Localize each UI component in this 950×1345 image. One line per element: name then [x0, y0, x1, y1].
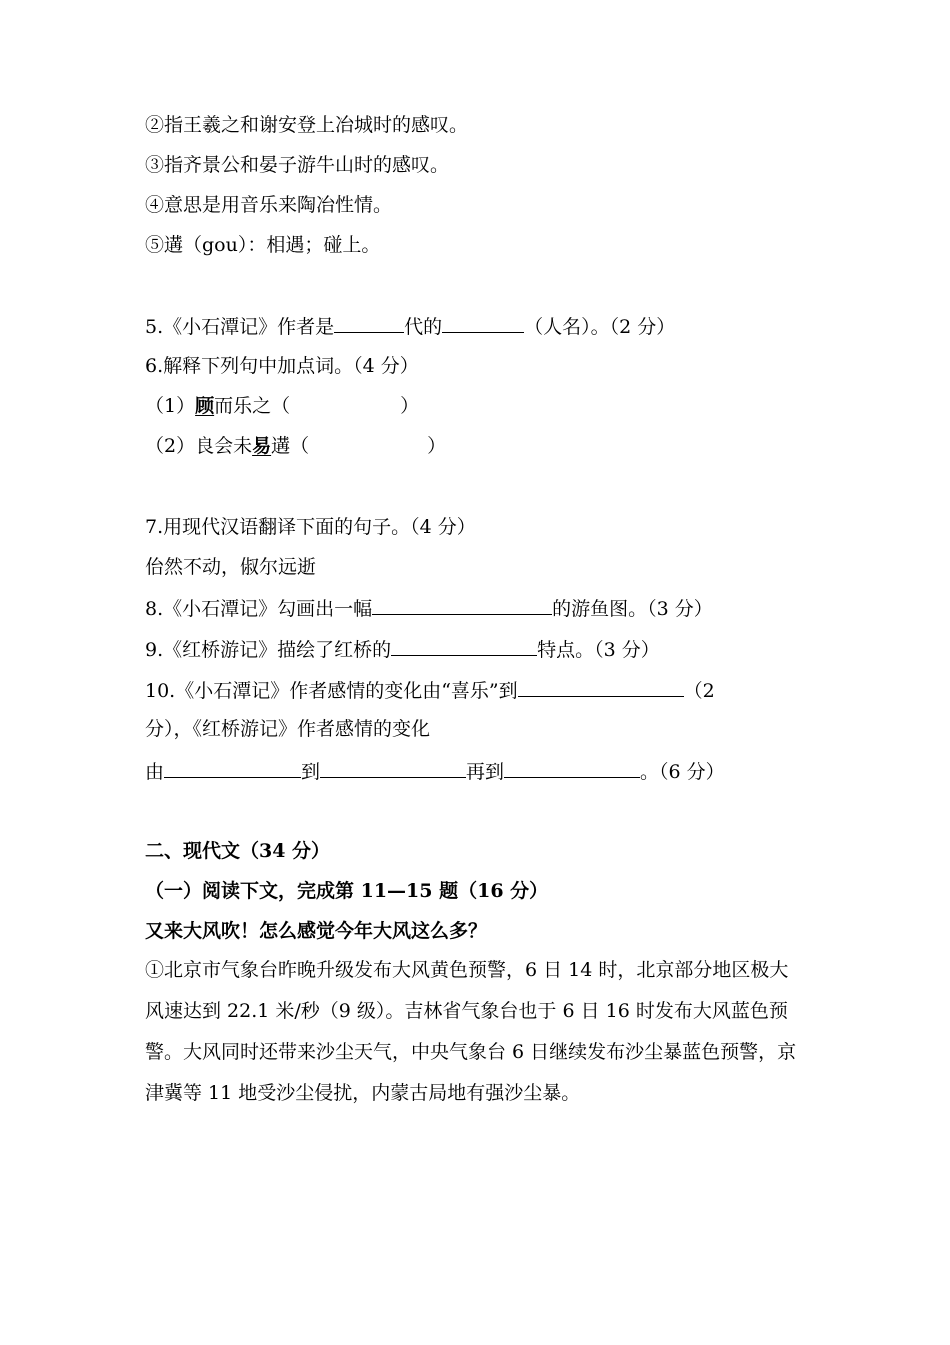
q6-item2-text: 遘（: [271, 435, 310, 457]
q10-line3-post: 。（6 分）: [640, 761, 725, 783]
note-3: ③指齐景公和晏子游牛山时的感叹。: [145, 154, 450, 176]
q8-text-post: 的游鱼图。（3 分）: [552, 598, 713, 620]
q6-item1-close: ）: [400, 395, 420, 417]
question-6-item-1: [145, 394, 419, 418]
q6-item1-dotted-word: 顾: [195, 395, 215, 417]
q10-line3-mid1: 到: [301, 761, 321, 783]
question-6-title: 6.解释下列句中加点词。（4 分）: [145, 355, 419, 377]
q5-text-post: （人名）。（2 分）: [524, 316, 676, 338]
q6-item2-close: ）: [427, 435, 447, 457]
article-title: 又来大风吹！怎么感觉今年大风这么多？: [145, 920, 488, 942]
question-7-sentence: 佁然不动，俶尔远逝: [145, 556, 317, 578]
question-5: [145, 313, 675, 339]
q5-blank-author[interactable]: [442, 313, 524, 333]
q5-text-mid: 代的: [404, 316, 443, 338]
q10-text-post: （2: [683, 680, 715, 702]
question-7-title: 7.用现代汉语翻译下面的句子。（4 分）: [145, 516, 476, 538]
question-9: [145, 636, 660, 662]
q10-line3-mid2: 再到: [466, 761, 505, 783]
note-2: ②指王羲之和谢安登上冶城时的感叹。: [145, 114, 469, 136]
q9-blank[interactable]: [391, 636, 537, 656]
article-paragraph-1: ①北京市气象台昨晚升级发布大风黄色预警，6 日 14 时，北京部分地区极大风速达到 22.1 米/秒（9 级）。吉林省气象台也于 6 日 16 时发布大风蓝色预警。大风同时还带来沙尘天气，中央气象台 6 日继续发布沙尘暴蓝色预警，京津冀等 11 地受沙尘侵扰，内蒙古局地有强沙尘暴。: [145, 959, 797, 1104]
q8-blank[interactable]: [372, 595, 552, 615]
question-10-line-1: [145, 677, 715, 703]
q5-blank-dynasty[interactable]: [334, 313, 404, 333]
q9-text-post: 特点。（3 分）: [537, 639, 660, 661]
q6-item2-dotted-word: 易: [252, 435, 272, 457]
q6-item2-prefix: （2）良会未: [145, 435, 253, 457]
q9-text-pre: 9.《红桥游记》描绘了红桥的: [145, 639, 392, 661]
q10-blank-3[interactable]: [320, 758, 466, 778]
q10-line3-pre: 由: [145, 761, 165, 783]
q10-blank-1[interactable]: [518, 677, 684, 697]
q10-text-pre: 10.《小石潭记》作者感情的变化由“喜乐”到: [145, 680, 518, 702]
q6-item1-text: 而乐之（: [214, 395, 291, 417]
q5-text-pre: 5.《小石潭记》作者是: [145, 316, 335, 338]
note-4: ④意思是用音乐来陶冶性情。: [145, 194, 393, 216]
question-8: [145, 595, 713, 621]
note-5: ⑤遘（gou）：相遇；碰上。: [145, 234, 381, 256]
section-2-heading: 二、现代文（34 分）: [145, 840, 331, 862]
question-10-line-2: 分），《红桥游记》作者感情的变化: [145, 718, 431, 740]
q10-blank-2[interactable]: [164, 758, 301, 778]
q8-text-pre: 8.《小石潭记》勾画出一幅: [145, 598, 373, 620]
q10-blank-4[interactable]: [504, 758, 640, 778]
q6-item1-prefix: （1）: [145, 395, 196, 417]
section-2-subheading: （一）阅读下文，完成第 11—15 题（16 分）: [145, 880, 549, 902]
question-6-item-2: [145, 434, 446, 458]
question-10-line-3: [145, 758, 725, 784]
